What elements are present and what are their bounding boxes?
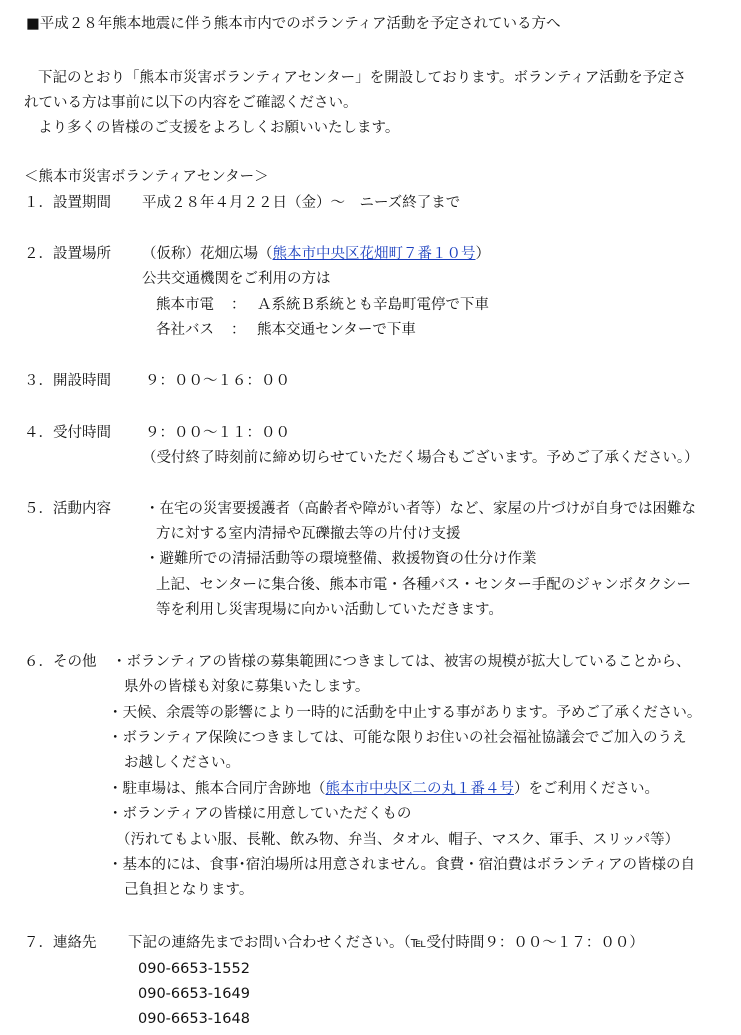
intro-line-1: 下記のとおり「熊本市災害ボランティアセンター」を開設しております。ボランティア活動を予定さ	[38, 70, 687, 86]
other-item-1-line-2: 県外の皆様も対象に募集いたします。	[124, 679, 370, 695]
transit-intro: 公共交通機関をご利用の方は	[142, 271, 331, 287]
location-suffix: ）	[475, 246, 490, 262]
activity-item-2-line-1: ・避難所での清掃活動等の環境整備、救援物資の仕分け作業	[145, 551, 537, 567]
bus-separator: ：	[231, 322, 246, 338]
bus-text: 熊本交通センターで下車	[257, 322, 416, 338]
reception-hours-value: ９：００～１１：００	[145, 425, 290, 441]
section-2-number: ２．	[24, 246, 53, 262]
other-item-4	[108, 779, 659, 799]
phone-number-3: 090-6653-1648	[138, 1011, 250, 1027]
other-item-6-line-2: 己負担となります。	[124, 882, 254, 898]
reception-note: （受付終了時刻前に締め切らせていただく場合もございます。予めご了承ください。）	[142, 450, 699, 466]
setup-period-value: 平成２８年４月２２日（金）～ ニーズ終了まで	[142, 195, 461, 211]
section-4-label: 受付時間	[53, 425, 111, 441]
section-6-number: ６．	[24, 654, 53, 670]
setup-location	[142, 244, 490, 264]
activity-item-2-line-2: 上記、センターに集合後、熊本市電・各種バス・センター手配のジャンボタクシー	[156, 577, 692, 593]
section-4-number: ４．	[24, 425, 53, 441]
page-heading: ■平成２８年熊本地震に伴う熊本市内でのボランティア活動を予定されている方へ	[26, 16, 561, 32]
other-item-3-line-1: ・ボランティア保険につきましては、可能な限りお住いの社会福祉協議会でご加入のうえ	[108, 730, 687, 746]
section-3-label: 開設時間	[53, 373, 111, 389]
intro-line-3: より多くの皆様のご支援をよろしくお願いいたします。	[38, 120, 400, 136]
center-title: ＜熊本市災害ボランティアセンター＞	[24, 169, 269, 185]
section-6-label: その他	[53, 654, 97, 670]
location-prefix: （仮称）花畑広場（	[142, 246, 273, 262]
activity-item-1-line-2: 方に対する室内清掃や瓦礫撤去等の片付け支援	[156, 526, 461, 542]
address-link-hanabata[interactable]: 熊本市中央区花畑町７番１０号	[272, 246, 476, 262]
phone-number-2: 090-6653-1649	[138, 986, 250, 1002]
tram-text: Ａ系統Ｂ系統とも辛島町電停で下車	[257, 297, 489, 313]
other-item-3-line-2: お越しください。	[124, 755, 240, 771]
section-7-number: ７．	[24, 935, 53, 951]
parking-prefix: ・駐車場は、熊本合同庁舎跡地（	[108, 781, 326, 797]
address-link-ninomaru[interactable]: 熊本市中央区二の丸１番４号	[325, 781, 514, 797]
section-1-number: １．	[24, 195, 53, 211]
section-3-number: ３．	[24, 373, 53, 389]
other-item-1-line-1: ・ボランティアの皆様の募集範囲につきましては、被害の規模が拡大していることから、	[112, 654, 691, 670]
other-item-5-line-1: ・ボランティアの皆様に用意していただくもの	[108, 806, 412, 822]
section-5-number: ５．	[24, 501, 53, 517]
section-1-label: 設置期間	[53, 195, 111, 211]
other-item-2: ・天候、余震等の影響により一時的に活動を中止する事があります。予めご了承ください。	[108, 705, 702, 721]
opening-hours-value: ９：００～１６：００	[145, 373, 290, 389]
tram-label: 熊本市電	[156, 297, 214, 313]
activity-item-1-line-1: ・在宅の災害要援護者（高齢者や障がい者等）など、家屋の片づけが自身では困難な	[145, 501, 696, 517]
section-7-label: 連絡先	[53, 935, 97, 951]
other-item-6-line-1: ・基本的には、食事･宿泊場所は用意されません。食費・宿泊費はボランティアの皆様の自	[108, 857, 695, 873]
phone-number-1: 090-6653-1552	[138, 961, 250, 977]
activity-item-2-line-3: 等を利用し災害現場に向かい活動していただきます。	[156, 602, 503, 618]
tram-separator: ：	[231, 297, 246, 313]
parking-suffix: ）をご利用ください。	[514, 781, 659, 797]
section-2-label: 設置場所	[53, 246, 111, 262]
section-5-label: 活動内容	[53, 501, 111, 517]
contact-intro: 下記の連絡先までお問い合わせください。（℡受付時間９：００～１７：００）	[128, 935, 644, 951]
intro-line-2: れている方は事前に以下の内容をご確認ください。	[24, 95, 358, 111]
bus-label: 各社バス	[156, 322, 214, 338]
other-item-5-line-2: （汚れてもよい服、長靴、飲み物、弁当、タオル、帽子、マスク、軍手、スリッパ等）	[116, 832, 680, 848]
